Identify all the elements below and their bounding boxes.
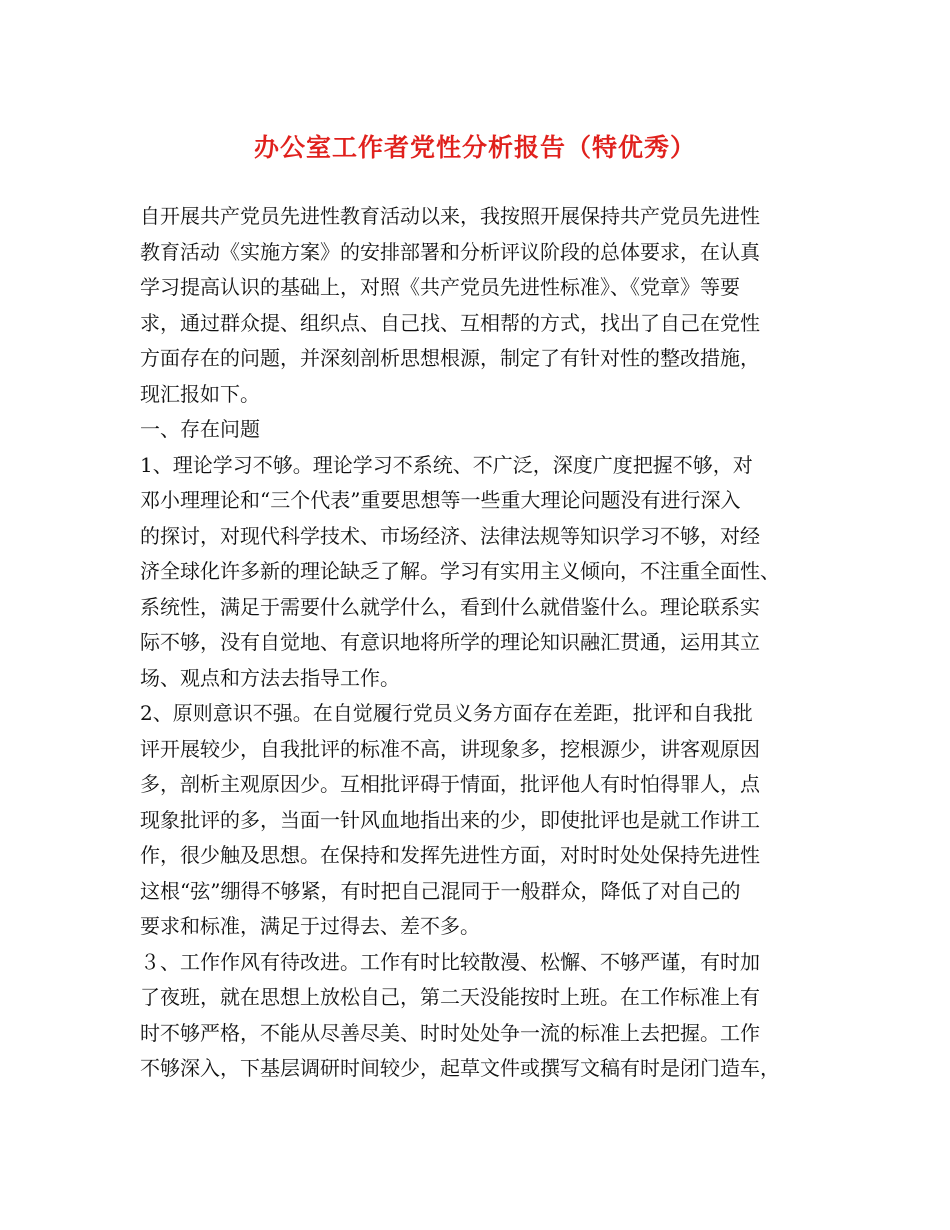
text-line: ３、工作作风有待改进。工作有时比较散漫、松懈、不够严谨，有时加	[140, 949, 760, 974]
text-line: 的探讨，对现代科学技术、市场经济、法律法规等知识学习不够，对经	[140, 523, 760, 548]
text-line: 时不够严格，不能从尽善尽美、时时处处争一流的标准上去把握。工作	[140, 1020, 760, 1045]
text-line: 方面存在的问题，并深刻剖析思想根源，制定了有针对性的整改措施，	[140, 346, 760, 370]
text-line: 现汇报如下。	[140, 381, 260, 406]
document-title: 办公室工作者党性分析报告（特优秀）	[253, 133, 696, 162]
text-line: 1、理论学习不够。理论学习不系统、不广泛，深度广度把握不够，对	[140, 452, 753, 477]
text-line: 邓小理理论和“三个代表”重要思想等一些重大理论问题没有进行深入	[140, 488, 741, 512]
section-heading: 一、存在问题	[140, 417, 260, 441]
text-line: 作，很少触及思想。在保持和发挥先进性方面，对时时处处保持先进性	[140, 843, 760, 867]
text-line: 2、原则意识不强。在自觉履行党员义务方面存在差距，批评和自我批	[140, 701, 753, 725]
text-line: 系统性，满足于需要什么就学什么，看到什么就借鉴什么。理论联系实	[140, 594, 760, 619]
text-line: 际不够，没有自觉地、有意识地将所学的理论知识融汇贯通，运用其立	[140, 630, 760, 654]
text-line: 求，通过群众提、组织点、自己找、互相帮的方式，找出了自己在党性	[140, 310, 760, 335]
text-line: 了夜班，就在思想上放松自己，第二天没能按时上班。在工作标准上有	[140, 985, 760, 1009]
text-line: 学习提高认识的基础上，对照《共产党员先进性标准》、《党章》等要	[140, 275, 740, 299]
text-line: 现象批评的多，当面一针风血地指出来的少，即使批评也是就工作讲工	[140, 807, 760, 832]
text-line: 场、观点和方法去指导工作。	[140, 665, 400, 690]
text-line: 教育活动《实施方案》的安排部署和分析评议阶段的总体要求，在认真	[140, 239, 760, 264]
text-line: 不够深入，下基层调研时间较少，起草文件或撰写文稿有时是闭门造车，	[140, 1056, 780, 1080]
text-line: 多，剖析主观原因少。互相批评碍于情面，批评他人有时怕得罪人，点	[140, 772, 760, 796]
text-line: 评开展较少，自我批评的标准不高，讲现象多，挖根源少，讲客观原因	[140, 736, 760, 761]
text-line: 济全球化许多新的理论缺乏了解。学习有实用主义倾向，不注重全面性、	[140, 559, 780, 583]
text-line: 这根“弦”绷得不够紧，有时把自己混同于一般群众，降低了对自己的	[140, 878, 741, 903]
text-line: 自开展共产党员先进性教育活动以来，我按照开展保持共产党员先进性	[140, 204, 760, 228]
text-line: 要求和标准，满足于过得去、差不多。	[140, 914, 480, 938]
document-body	[140, 199, 830, 1087]
